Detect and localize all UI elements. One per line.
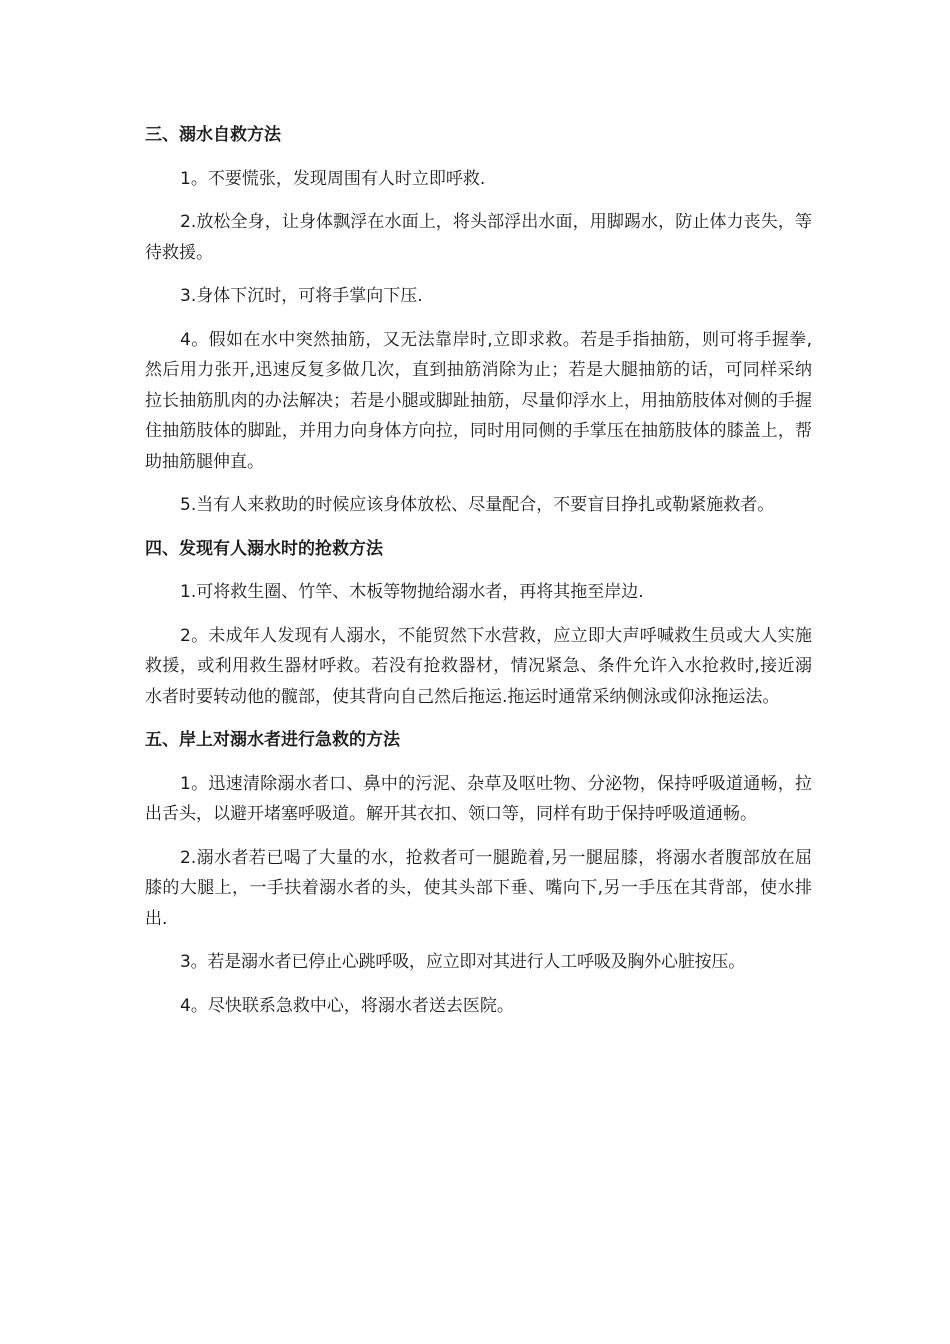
section-title: 五、岸上对溺水者进行急救的方法 <box>145 730 400 750</box>
paragraph: 3.身体下沉时，可将手掌向下压. <box>180 286 423 306</box>
section-title: 三、溺水自救方法 <box>145 125 281 145</box>
section-title: 四、发现有人溺水时的抢救方法 <box>145 538 383 559</box>
paragraph: 2.放松全身，让身体飘浮在水面上，将头部浮出水面，用脚踢水，防止体力丧失，等待救援。 <box>145 212 812 263</box>
paragraph: 3。若是溺水者已停止心跳呼吸，应立即对其进行人工呼吸及胸外心脏按压。 <box>180 952 746 972</box>
paragraph: 4。假如在水中突然抽筋，又无法靠岸时,立即求救。若是手指抽筋，则可将手握拳,然后用力张开,迅速反复多做几次，直到抽筋消除为止；若是大腿抽筋的话，可同样采纳拉长抽筋肌肉的办法解决；若是小腿或脚趾抽筋，尽量仰浮水上，用抽筋肢体对侧的手握住抽筋肢体的脚趾，并用力向身体方向拉，同时用同侧的手掌压在抽筋肢体的膝盖上，帮助抽筋腿伸直。 <box>145 329 812 472</box>
paragraph: 5.当有人来救助的时候应该身体放松、尽量配合，不要盲目挣扎或勒紧施救者。 <box>180 495 775 515</box>
paragraph: 1。迅速清除溺水者口、鼻中的污泥、杂草及呕吐物、分泌物，保持呼吸道通畅，拉出舌头，以避开堵塞呼吸道。解开其衣扣、领口等，同样有助于保持呼吸道通畅。 <box>145 773 812 824</box>
paragraph: 2。未成年人发现有人溺水，不能贸然下水营救，应立即大声呼喊救生员或大人实施救援，或利用救生器材呼救。若没有抢救器材，情况紧急、条件允许入水抢救时,接近溺水者时要转动他的髋部，使其背向自己然后拖运.拖运时通常采纳侧泳或仰泳拖运法。 <box>145 625 812 707</box>
section-first-aid-ashore <box>145 725 812 1021</box>
paragraph: 1。不要慌张，发现周围有人时立即呼救. <box>180 168 486 189</box>
paragraph: 4。尽快联系急救中心，将溺水者送去医院。 <box>180 995 514 1016</box>
paragraph: 2.溺水者若已喝了大量的水，抢救者可一腿跪着,另一腿屈膝，将溺水者腹部放在屈膝的大腿上，一手扶着溺水者的头，使其头部下垂、嘴向下,另一手压在其背部，使水排出. <box>145 847 812 929</box>
section-self-rescue <box>145 120 812 521</box>
paragraph: 1.可将救生圈、竹竿、木板等物抛给溺水者，再将其拖至岸边. <box>180 582 644 602</box>
section-rescue-others <box>145 534 812 713</box>
